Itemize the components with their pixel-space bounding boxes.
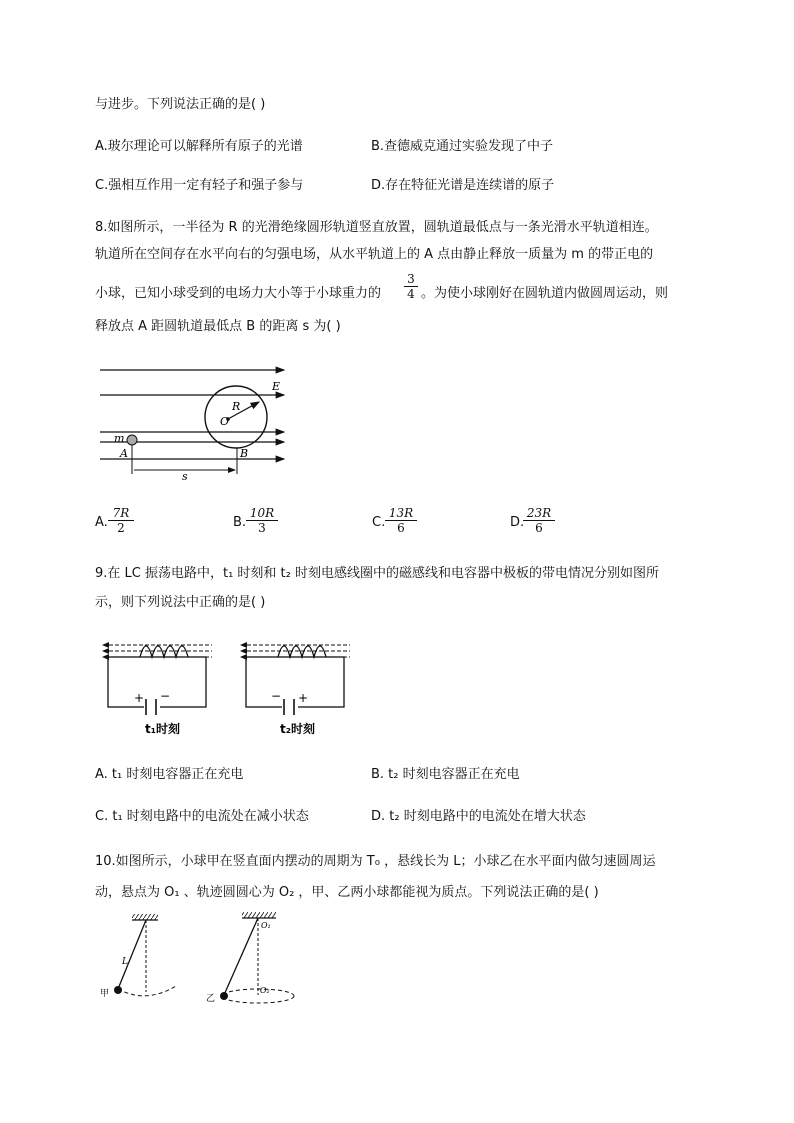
fraction-numerator: 13R xyxy=(385,506,417,521)
fraction-numerator: 10R xyxy=(246,506,278,521)
label-o1: O₁ xyxy=(261,921,271,930)
q8-stem-line-4: 释放点 A 距圆轨道最低点 B 的距离 s 为( ) xyxy=(95,319,341,334)
label-jia: 甲 xyxy=(100,989,110,999)
label-l: L xyxy=(122,957,128,967)
q9-option-c[interactable]: C. t₁ 时刻电路中的电流处在减小状态 xyxy=(95,809,309,824)
fraction-denominator: 4 xyxy=(407,287,415,301)
plate-charge-plus: + xyxy=(134,691,145,705)
q8-option-a-fraction[interactable] xyxy=(108,506,134,535)
q8-option-c-fraction[interactable] xyxy=(385,506,417,535)
label-a: A xyxy=(120,447,128,460)
q9-option-b[interactable]: B. t₂ 时刻电容器正在充电 xyxy=(371,767,520,782)
fraction-numerator: 23R xyxy=(523,506,555,521)
label-e: E xyxy=(272,380,281,393)
label-r: R xyxy=(232,400,241,413)
q10-stem-line-1: 10.如图所示，小球甲在竖直面内摆动的周期为 T₀ ，悬线长为 L；小球乙在水平面内做匀速圆周运 xyxy=(95,854,656,869)
q7-option-c[interactable]: C.强相互作用一定有轻子和强子参与 xyxy=(95,178,304,193)
plate-charge-minus: − xyxy=(160,689,171,703)
q9-option-d[interactable]: D. t₂ 时刻电路中的电流处在增大状态 xyxy=(371,809,586,824)
swing-arc xyxy=(118,986,176,996)
plate-charge-plus: + xyxy=(298,691,309,705)
label-s: s xyxy=(182,470,188,483)
fraction-denominator: 6 xyxy=(397,521,405,535)
string-jia xyxy=(118,920,146,989)
q8-ratio-fraction xyxy=(404,272,418,301)
q9-stem-line-2: 示，则下列说法中正确的是( ) xyxy=(95,595,266,610)
q8-option-b-fraction[interactable] xyxy=(246,506,278,535)
q8-option-d-label[interactable]: D. xyxy=(510,515,525,530)
lc-circuit-figure-t1 xyxy=(100,637,220,742)
q7-option-a[interactable]: A.玻尔理论可以解释所有原子的光谱 xyxy=(95,139,303,154)
label-o: O xyxy=(220,415,230,428)
figure-caption-t2: t₂时刻 xyxy=(280,722,315,736)
q8-stem-line-2: 轨道所在空间存在水平向右的匀强电场，从水平轨道上的 A 点由静止释放一质量为 m 的带正电的 xyxy=(95,247,654,262)
plate-charge-minus: − xyxy=(271,689,282,703)
q8-option-c-label[interactable]: C. xyxy=(372,515,386,530)
pendulum-figures xyxy=(96,912,306,1012)
label-b: B xyxy=(240,447,249,460)
q7-option-d[interactable]: D.存在特征光谱是连续谱的原子 xyxy=(371,178,555,193)
q8-option-b-label[interactable]: B. xyxy=(233,515,247,530)
q8-stem-line-3b: 。为使小球刚好在圆轨道内做圆周运动，则 xyxy=(421,286,669,301)
fraction-denominator: 3 xyxy=(258,521,266,535)
q8-option-d-fraction[interactable] xyxy=(523,506,555,535)
q9-option-a[interactable]: A. t₁ 时刻电容器正在充电 xyxy=(95,767,244,782)
fraction-numerator: 3 xyxy=(404,272,418,287)
q10-stem-line-2: 动，悬点为 O₁ 、轨迹圆圆心为 O₂ ，甲、乙两小球都能视为质点。下列说法正确的是( ) xyxy=(95,885,599,900)
fraction-numerator: 7R xyxy=(108,506,134,521)
q8-circular-track-figure xyxy=(98,362,298,482)
fraction-denominator: 6 xyxy=(535,521,543,535)
q8-stem-line-1: 8.如图所示，一半径为 R 的光滑绝缘圆形轨道竖直放置，圆轨道最低点与一条光滑水平轨道相连。 xyxy=(95,220,658,235)
label-m: m xyxy=(114,432,125,445)
lc-circuit-figure-t2 xyxy=(238,637,358,742)
q7-option-b[interactable]: B.查德威克通过实验发现了中子 xyxy=(371,139,554,154)
orbit-ellipse xyxy=(222,989,294,1003)
q8-stem-line-3a: 小球，已知小球受到的电场力大小等于小球重力的 xyxy=(95,286,382,301)
charged-ball xyxy=(127,435,137,445)
question-7-stem-tail: 与进步。下列说法正确的是( ) xyxy=(95,97,266,112)
label-yi: 乙 xyxy=(206,994,216,1004)
fraction-denominator: 2 xyxy=(117,521,125,535)
label-o2: O₂ xyxy=(260,986,270,995)
figure-caption-t1: t₁时刻 xyxy=(145,722,180,736)
q8-option-a-label[interactable]: A. xyxy=(95,515,108,530)
ball-jia xyxy=(114,986,122,994)
ceiling-support-b xyxy=(242,912,276,918)
q9-stem-line-1: 9.在 LC 振荡电路中，t₁ 时刻和 t₂ 时刻电感线圈中的磁感线和电容器中极板的带电情况分别如图所 xyxy=(95,566,660,581)
string-yi xyxy=(224,918,258,995)
ceiling-support-a xyxy=(132,914,158,920)
ball-yi xyxy=(220,992,228,1000)
